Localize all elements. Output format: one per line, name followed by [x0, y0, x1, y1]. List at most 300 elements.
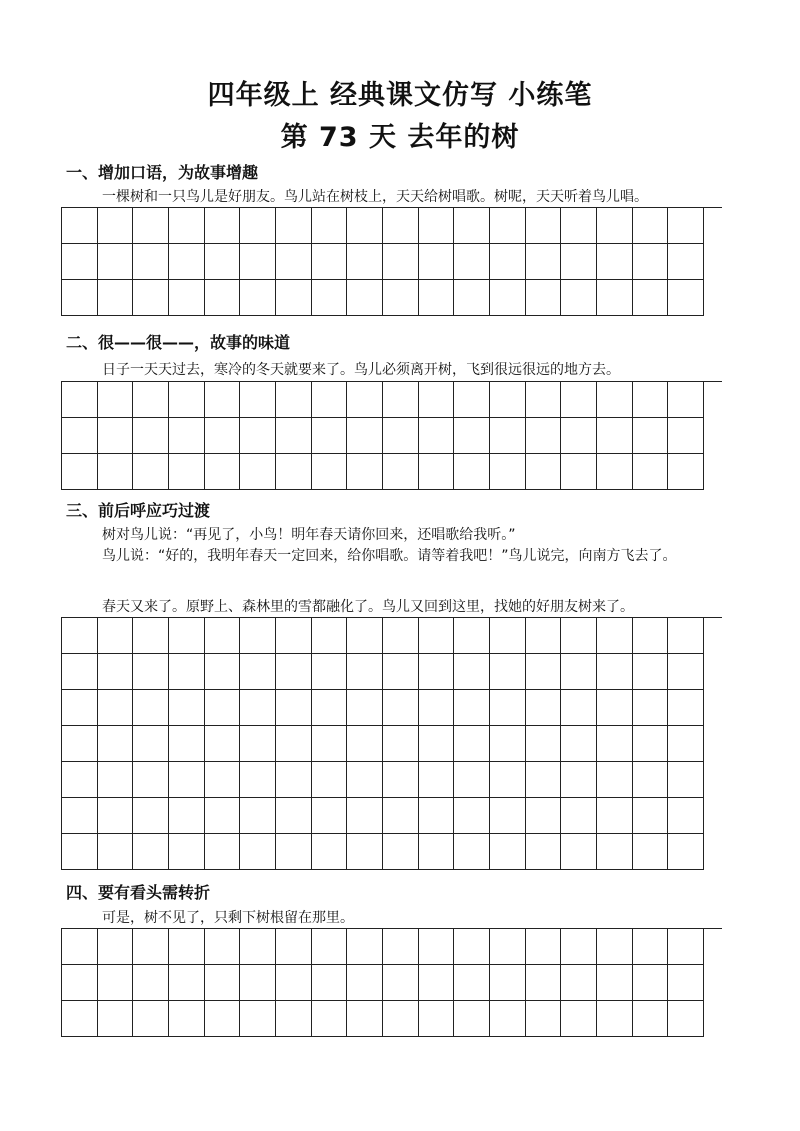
grid-cell[interactable]	[312, 726, 348, 762]
grid-cell[interactable]	[169, 929, 205, 965]
grid-cell[interactable]	[633, 965, 669, 1001]
grid-cell[interactable]	[633, 382, 669, 418]
grid-cell[interactable]	[383, 244, 419, 280]
grid-cell[interactable]	[205, 618, 241, 654]
grid-cell[interactable]	[419, 965, 455, 1001]
grid-cell[interactable]	[169, 690, 205, 726]
grid-cell[interactable]	[312, 798, 348, 834]
grid-cell[interactable]	[347, 280, 383, 316]
grid-cell[interactable]	[597, 1001, 633, 1037]
grid-cell[interactable]	[312, 280, 348, 316]
grid-cell[interactable]	[240, 418, 276, 454]
grid-cell[interactable]	[240, 726, 276, 762]
grid-row	[62, 929, 722, 965]
grid-cell[interactable]	[668, 965, 704, 1001]
grid-cell[interactable]	[169, 762, 205, 798]
grid-cell[interactable]	[205, 690, 241, 726]
grid-cell[interactable]	[312, 834, 348, 870]
grid-cell[interactable]	[312, 929, 348, 965]
grid-cell[interactable]	[276, 1001, 312, 1037]
grid-cell[interactable]	[98, 1001, 134, 1037]
grid-row	[62, 798, 722, 834]
grid-cell[interactable]	[490, 454, 526, 490]
grid-cell[interactable]	[419, 280, 455, 316]
grid-cell[interactable]	[419, 382, 455, 418]
grid-cell[interactable]	[98, 798, 134, 834]
grid-cell[interactable]	[526, 208, 562, 244]
grid-cell[interactable]	[169, 834, 205, 870]
grid-cell[interactable]	[454, 929, 490, 965]
grid-cell[interactable]	[62, 929, 98, 965]
grid-cell[interactable]	[490, 929, 526, 965]
grid-cell[interactable]	[133, 244, 169, 280]
grid-cell[interactable]	[347, 929, 383, 965]
grid-cell[interactable]	[597, 454, 633, 490]
grid-cell[interactable]	[419, 418, 455, 454]
section-4-heading: 四、要有看头需转折	[66, 883, 211, 902]
grid-row	[62, 280, 722, 316]
grid-cell[interactable]	[347, 208, 383, 244]
grid-cell[interactable]	[347, 1001, 383, 1037]
grid-cell[interactable]	[561, 690, 597, 726]
grid-cell[interactable]	[276, 418, 312, 454]
grid-cell[interactable]	[597, 618, 633, 654]
grid-cell[interactable]	[133, 798, 169, 834]
grid-cell[interactable]	[98, 654, 134, 690]
grid-cell[interactable]	[383, 618, 419, 654]
grid-cell[interactable]	[490, 762, 526, 798]
grid-cell[interactable]	[561, 618, 597, 654]
grid-cell[interactable]	[240, 929, 276, 965]
grid-cell[interactable]	[205, 798, 241, 834]
grid-cell[interactable]	[169, 1001, 205, 1037]
writing-grid-3[interactable]	[61, 617, 722, 870]
grid-cell[interactable]	[133, 208, 169, 244]
grid-cell[interactable]	[240, 382, 276, 418]
grid-cell[interactable]	[347, 382, 383, 418]
grid-row	[62, 965, 722, 1001]
grid-cell[interactable]	[347, 798, 383, 834]
grid-cell[interactable]	[383, 208, 419, 244]
grid-cell[interactable]	[62, 454, 98, 490]
writing-grid-2[interactable]	[61, 381, 722, 490]
grid-cell[interactable]	[240, 654, 276, 690]
grid-cell[interactable]	[312, 382, 348, 418]
grid-cell[interactable]	[205, 929, 241, 965]
grid-cell[interactable]	[276, 965, 312, 1001]
grid-cell[interactable]	[668, 798, 704, 834]
grid-cell[interactable]	[205, 654, 241, 690]
grid-cell[interactable]	[98, 965, 134, 1001]
grid-cell[interactable]	[419, 454, 455, 490]
grid-cell[interactable]	[276, 690, 312, 726]
grid-cell[interactable]	[597, 208, 633, 244]
grid-cell[interactable]	[62, 726, 98, 762]
grid-cell[interactable]	[454, 454, 490, 490]
grid-cell[interactable]	[240, 834, 276, 870]
grid-cell[interactable]	[419, 208, 455, 244]
grid-cell[interactable]	[633, 1001, 669, 1037]
grid-cell[interactable]	[169, 618, 205, 654]
grid-cell[interactable]	[668, 418, 704, 454]
grid-cell[interactable]	[383, 726, 419, 762]
grid-cell[interactable]	[454, 208, 490, 244]
grid-cell[interactable]	[312, 618, 348, 654]
grid-cell[interactable]	[526, 418, 562, 454]
grid-cell[interactable]	[205, 834, 241, 870]
grid-cell[interactable]	[276, 382, 312, 418]
grid-cell[interactable]	[205, 454, 241, 490]
grid-cell[interactable]	[347, 418, 383, 454]
grid-cell[interactable]	[668, 1001, 704, 1037]
grid-cell[interactable]	[240, 762, 276, 798]
grid-cell[interactable]	[383, 654, 419, 690]
grid-cell[interactable]	[490, 654, 526, 690]
grid-cell[interactable]	[62, 834, 98, 870]
grid-cell[interactable]	[347, 834, 383, 870]
grid-cell[interactable]	[276, 618, 312, 654]
grid-row	[62, 454, 722, 490]
grid-cell[interactable]	[276, 798, 312, 834]
grid-cell[interactable]	[205, 418, 241, 454]
grid-cell[interactable]	[419, 929, 455, 965]
grid-cell[interactable]	[276, 208, 312, 244]
grid-cell[interactable]	[312, 1001, 348, 1037]
grid-cell[interactable]	[561, 654, 597, 690]
grid-cell[interactable]	[526, 454, 562, 490]
grid-cell[interactable]	[383, 690, 419, 726]
grid-cell[interactable]	[597, 382, 633, 418]
grid-cell[interactable]	[526, 929, 562, 965]
grid-cell[interactable]	[561, 762, 597, 798]
grid-cell[interactable]	[205, 280, 241, 316]
grid-cell[interactable]	[668, 834, 704, 870]
grid-cell[interactable]	[205, 208, 241, 244]
grid-cell[interactable]	[169, 382, 205, 418]
grid-cell[interactable]	[205, 244, 241, 280]
grid-cell[interactable]	[490, 418, 526, 454]
grid-cell[interactable]	[419, 1001, 455, 1037]
grid-cell[interactable]	[276, 280, 312, 316]
grid-cell[interactable]	[454, 965, 490, 1001]
grid-cell[interactable]	[98, 280, 134, 316]
grid-cell[interactable]	[668, 929, 704, 965]
grid-cell[interactable]	[597, 244, 633, 280]
grid-cell[interactable]	[62, 382, 98, 418]
grid-cell[interactable]	[347, 654, 383, 690]
grid-cell[interactable]	[561, 965, 597, 1001]
grid-cell[interactable]	[633, 454, 669, 490]
grid-cell[interactable]	[383, 454, 419, 490]
grid-cell[interactable]	[383, 1001, 419, 1037]
grid-cell[interactable]	[633, 618, 669, 654]
grid-cell[interactable]	[62, 618, 98, 654]
grid-cell[interactable]	[62, 798, 98, 834]
grid-cell[interactable]	[633, 280, 669, 316]
grid-cell[interactable]	[383, 280, 419, 316]
grid-cell[interactable]	[419, 618, 455, 654]
grid-cell[interactable]	[419, 690, 455, 726]
grid-cell[interactable]	[133, 690, 169, 726]
grid-cell[interactable]	[633, 834, 669, 870]
grid-cell[interactable]	[454, 244, 490, 280]
grid-cell[interactable]	[205, 762, 241, 798]
grid-cell[interactable]	[133, 654, 169, 690]
grid-cell[interactable]	[205, 726, 241, 762]
grid-cell[interactable]	[419, 798, 455, 834]
grid-cell[interactable]	[633, 690, 669, 726]
grid-cell[interactable]	[490, 382, 526, 418]
writing-grid-4[interactable]	[61, 928, 722, 1037]
grid-cell[interactable]	[276, 762, 312, 798]
grid-cell[interactable]	[383, 834, 419, 870]
grid-cell[interactable]	[454, 418, 490, 454]
grid-cell[interactable]	[454, 726, 490, 762]
grid-cell[interactable]	[383, 929, 419, 965]
grid-cell[interactable]	[205, 965, 241, 1001]
grid-cell[interactable]	[490, 280, 526, 316]
grid-cell[interactable]	[62, 244, 98, 280]
grid-cell[interactable]	[526, 834, 562, 870]
grid-cell[interactable]	[133, 762, 169, 798]
grid-cell[interactable]	[98, 208, 134, 244]
grid-cell[interactable]	[347, 244, 383, 280]
grid-row	[62, 618, 722, 654]
grid-cell[interactable]	[526, 798, 562, 834]
grid-cell[interactable]	[169, 208, 205, 244]
grid-cell[interactable]	[561, 208, 597, 244]
grid-cell[interactable]	[169, 726, 205, 762]
grid-cell[interactable]	[419, 726, 455, 762]
grid-cell[interactable]	[312, 244, 348, 280]
grid-cell[interactable]	[526, 618, 562, 654]
grid-cell[interactable]	[633, 418, 669, 454]
grid-cell[interactable]	[62, 965, 98, 1001]
grid-cell[interactable]	[597, 654, 633, 690]
grid-cell[interactable]	[133, 280, 169, 316]
grid-cell[interactable]	[347, 618, 383, 654]
grid-cell[interactable]	[240, 454, 276, 490]
grid-cell[interactable]	[276, 454, 312, 490]
grid-cell[interactable]	[490, 208, 526, 244]
grid-cell[interactable]	[205, 382, 241, 418]
grid-cell[interactable]	[133, 418, 169, 454]
grid-cell[interactable]	[312, 418, 348, 454]
grid-cell[interactable]	[668, 382, 704, 418]
grid-cell[interactable]	[276, 929, 312, 965]
grid-cell[interactable]	[240, 208, 276, 244]
grid-cell[interactable]	[561, 244, 597, 280]
grid-cell[interactable]	[276, 244, 312, 280]
grid-cell[interactable]	[169, 418, 205, 454]
grid-cell[interactable]	[668, 690, 704, 726]
grid-cell[interactable]	[490, 244, 526, 280]
grid-cell[interactable]	[526, 654, 562, 690]
grid-cell[interactable]	[312, 965, 348, 1001]
grid-cell[interactable]	[526, 690, 562, 726]
grid-cell[interactable]	[561, 726, 597, 762]
grid-cell[interactable]	[597, 929, 633, 965]
grid-cell[interactable]	[312, 762, 348, 798]
grid-cell[interactable]	[62, 208, 98, 244]
grid-cell[interactable]	[347, 726, 383, 762]
grid-cell[interactable]	[561, 280, 597, 316]
grid-cell[interactable]	[419, 654, 455, 690]
grid-cell[interactable]	[633, 762, 669, 798]
grid-cell[interactable]	[490, 1001, 526, 1037]
grid-cell[interactable]	[526, 280, 562, 316]
grid-cell[interactable]	[490, 965, 526, 1001]
grid-cell[interactable]	[98, 929, 134, 965]
grid-cell[interactable]	[561, 834, 597, 870]
grid-cell[interactable]	[169, 454, 205, 490]
grid-cell[interactable]	[98, 726, 134, 762]
grid-cell[interactable]	[668, 208, 704, 244]
grid-cell[interactable]	[633, 654, 669, 690]
grid-cell[interactable]	[133, 726, 169, 762]
grid-cell[interactable]	[561, 382, 597, 418]
grid-cell[interactable]	[419, 762, 455, 798]
grid-cell[interactable]	[383, 762, 419, 798]
grid-cell[interactable]	[383, 798, 419, 834]
grid-cell[interactable]	[383, 382, 419, 418]
grid-cell[interactable]	[98, 382, 134, 418]
grid-cell[interactable]	[561, 418, 597, 454]
grid-cell[interactable]	[454, 1001, 490, 1037]
grid-cell[interactable]	[561, 798, 597, 834]
grid-cell[interactable]	[490, 834, 526, 870]
grid-cell[interactable]	[454, 834, 490, 870]
grid-cell[interactable]	[133, 1001, 169, 1037]
grid-cell[interactable]	[312, 654, 348, 690]
grid-cell[interactable]	[526, 1001, 562, 1037]
grid-cell[interactable]	[169, 965, 205, 1001]
grid-cell[interactable]	[597, 834, 633, 870]
grid-cell[interactable]	[62, 280, 98, 316]
grid-cell[interactable]	[633, 244, 669, 280]
grid-cell[interactable]	[169, 654, 205, 690]
grid-cell[interactable]	[419, 244, 455, 280]
grid-cell[interactable]	[169, 280, 205, 316]
grid-cell[interactable]	[668, 654, 704, 690]
grid-cell[interactable]	[276, 726, 312, 762]
grid-cell[interactable]	[526, 244, 562, 280]
grid-cell[interactable]	[240, 690, 276, 726]
grid-cell[interactable]	[668, 280, 704, 316]
grid-cell[interactable]	[98, 690, 134, 726]
grid-cell[interactable]	[454, 280, 490, 316]
grid-cell[interactable]	[98, 618, 134, 654]
grid-cell[interactable]	[98, 454, 134, 490]
grid-cell[interactable]	[133, 834, 169, 870]
grid-cell[interactable]	[454, 618, 490, 654]
grid-cell[interactable]	[169, 798, 205, 834]
grid-cell[interactable]	[347, 454, 383, 490]
grid-cell[interactable]	[133, 965, 169, 1001]
grid-cell[interactable]	[454, 798, 490, 834]
grid-cell[interactable]	[668, 726, 704, 762]
grid-cell[interactable]	[597, 798, 633, 834]
grid-cell[interactable]	[276, 834, 312, 870]
grid-cell[interactable]	[62, 1001, 98, 1037]
grid-cell[interactable]	[633, 798, 669, 834]
grid-cell[interactable]	[454, 690, 490, 726]
grid-cell[interactable]	[276, 654, 312, 690]
grid-cell[interactable]	[597, 280, 633, 316]
grid-cell[interactable]	[526, 965, 562, 1001]
grid-cell[interactable]	[597, 690, 633, 726]
grid-cell[interactable]	[240, 1001, 276, 1037]
grid-cell[interactable]	[133, 382, 169, 418]
grid-cell[interactable]	[312, 208, 348, 244]
grid-cell[interactable]	[490, 618, 526, 654]
grid-cell[interactable]	[490, 798, 526, 834]
grid-cell[interactable]	[347, 690, 383, 726]
grid-cell[interactable]	[526, 382, 562, 418]
grid-cell[interactable]	[526, 726, 562, 762]
section-3-text-2: 鸟儿说：“好的，我明年春天一定回来，给你唱歌。请等着我吧！”鸟儿说完，向南方飞去了。	[102, 548, 677, 564]
grid-cell[interactable]	[454, 654, 490, 690]
grid-cell[interactable]	[490, 690, 526, 726]
grid-cell[interactable]	[597, 726, 633, 762]
grid-cell[interactable]	[668, 454, 704, 490]
grid-cell[interactable]	[240, 244, 276, 280]
grid-cell[interactable]	[62, 654, 98, 690]
grid-cell[interactable]	[240, 798, 276, 834]
grid-cell[interactable]	[490, 726, 526, 762]
grid-cell[interactable]	[561, 1001, 597, 1037]
grid-cell[interactable]	[454, 762, 490, 798]
grid-cell[interactable]	[312, 690, 348, 726]
grid-cell[interactable]	[133, 454, 169, 490]
grid-cell[interactable]	[347, 762, 383, 798]
grid-cell[interactable]	[597, 965, 633, 1001]
grid-cell[interactable]	[668, 762, 704, 798]
grid-cell[interactable]	[561, 454, 597, 490]
grid-cell[interactable]	[169, 244, 205, 280]
grid-cell[interactable]	[133, 929, 169, 965]
grid-cell[interactable]	[526, 762, 562, 798]
writing-grid-1[interactable]	[61, 207, 722, 316]
grid-cell[interactable]	[419, 834, 455, 870]
grid-cell[interactable]	[62, 762, 98, 798]
grid-cell[interactable]	[98, 244, 134, 280]
grid-cell[interactable]	[668, 618, 704, 654]
grid-cell[interactable]	[240, 965, 276, 1001]
grid-cell[interactable]	[633, 929, 669, 965]
grid-cell[interactable]	[98, 762, 134, 798]
grid-cell[interactable]	[98, 834, 134, 870]
grid-cell[interactable]	[133, 618, 169, 654]
grid-cell[interactable]	[62, 418, 98, 454]
grid-cell[interactable]	[561, 929, 597, 965]
grid-cell[interactable]	[98, 418, 134, 454]
grid-cell[interactable]	[240, 618, 276, 654]
grid-cell[interactable]	[383, 965, 419, 1001]
grid-cell[interactable]	[668, 244, 704, 280]
grid-cell[interactable]	[633, 726, 669, 762]
grid-cell[interactable]	[240, 280, 276, 316]
grid-cell[interactable]	[347, 965, 383, 1001]
grid-cell[interactable]	[62, 690, 98, 726]
grid-cell[interactable]	[383, 418, 419, 454]
grid-cell[interactable]	[205, 1001, 241, 1037]
grid-cell[interactable]	[454, 382, 490, 418]
grid-cell[interactable]	[597, 762, 633, 798]
grid-cell[interactable]	[633, 208, 669, 244]
grid-cell[interactable]	[597, 418, 633, 454]
grid-cell[interactable]	[312, 454, 348, 490]
